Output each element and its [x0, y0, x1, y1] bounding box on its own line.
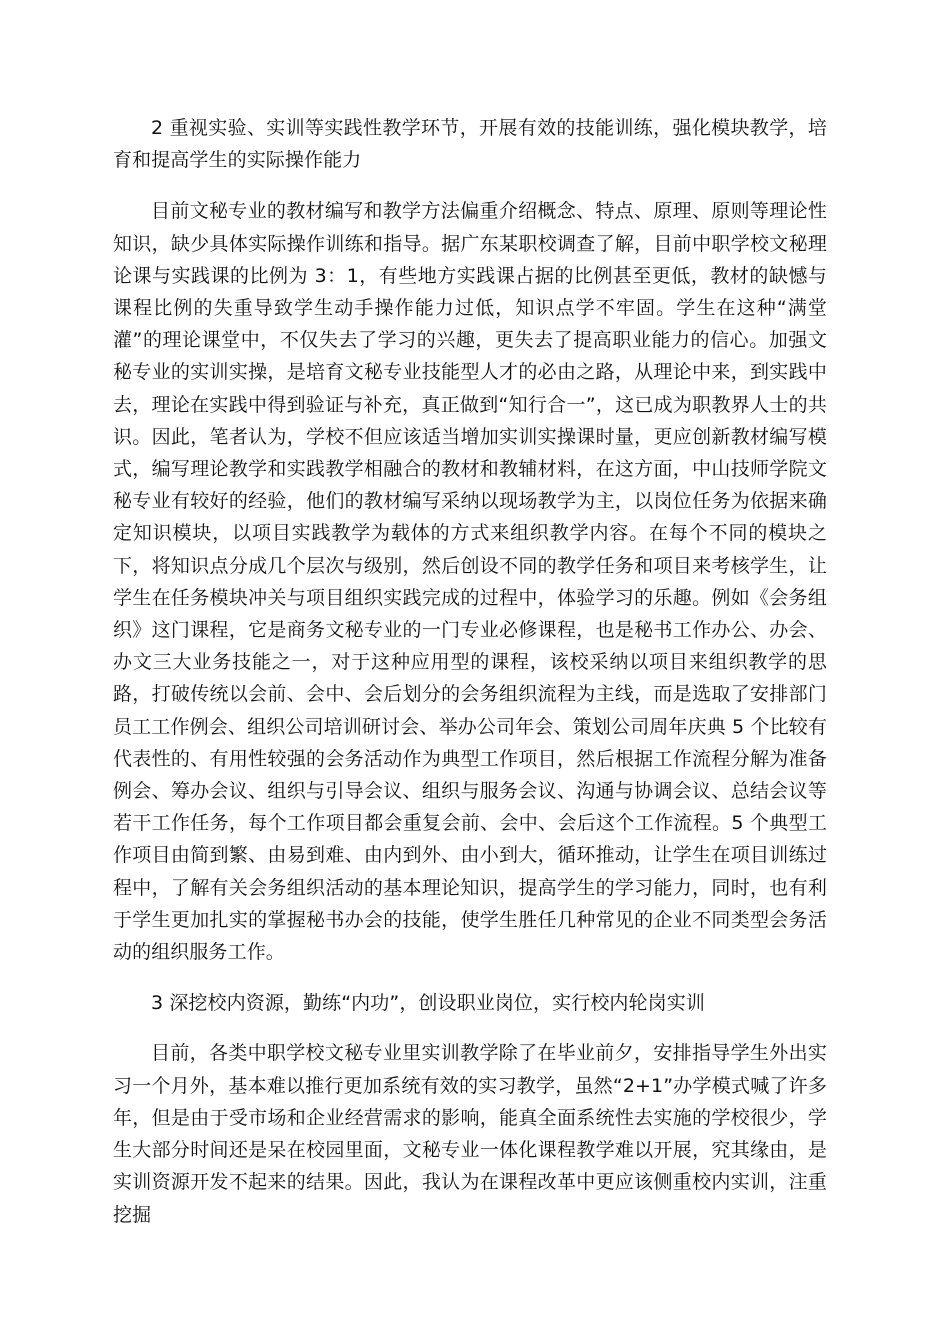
section-3-body: 目前，各类中职学校文秘专业里实训教学除了在毕业前夕，安排指导学生外出实习一个月外，基本难以推行更加系统有效的实习教学，虽然“2+1”办学模式喊了许多年，但是由于受市场和企业经营需求的影响，能真全面系统性去实施的学校很少，学生大部分时间还是呆在校园里面，文秘专业一体化课程教学难以开展，究其缘由，是实训资源开发不起来的结果。因此，我认为在课程改革中更应该侧重校内实训，注重挖掘	[113, 1042, 827, 1226]
section-3-heading: 3 深挖校内资源，勤练“内功”，创设职业岗位，实行校内轮岗实训	[151, 992, 705, 1015]
section-2-heading: 2 重视实验、实训等实践性教学环节，开展有效的技能训练，强化模块教学，培育和提高学生的实际操作能力	[113, 117, 827, 172]
section-2-body: 目前文秘专业的教材编写和教学方法偏重介绍概念、特点、原理、原则等理论性知识，缺少具体实际操作训练和指导。据广东某职校调查了解，目前中职学校文秘理论课与实践课的比例为 3：1，有些地方实践课占据的比例甚至更低，教材的缺憾与课程比例的失重导致学生动手操作能力过低，知识点学不牢固。学生在这种“满堂灌”的理论课堂中，不仅失去了学习的兴趣，更失去了提高职业能力的信心。加强文秘专业的实训实操，是培育文秘专业技能型人才的必由之路，从理论中来，到实践中去，理论在实践中得到验证与补充，真正做到“知行合一”，这已成为职教界人士的共识。因此，笔者认为，学校不但应该适当增加实训实操课时量，更应创新教材编写模式，编写理论教学和实践教学相融合的教材和教辅材料，在这方面，中山技师学院文秘专业有较好的经验，他们的教材编写采纳以现场教学为主，以岗位任务为依据来确定知识模块，以项目实践教学为载体的方式来组织教学内容。在每个不同的模块之下，将知识点分成几个层次与级别，然后创设不同的教学任务和项目来考核学生，让学生在任务模块冲关与项目组织实践完成的过程中，体验学习的乐趣。例如《会务组织》这门课程，它是商务文秘专业的一门专业必修课程，也是秘书工作办公、办会、办文三大业务技能之一，对于这种应用型的课程，该校采纳以项目来组织教学的思路，打破传统以会前、会中、会后划分的会务组织流程为主线，而是选取了安排部门员工工作例会、组织公司培训研讨会、举办公司年会、策划公司周年庆典 5 个比较有代表性的、有用性较强的会务活动作为典型工作项目，然后根据工作流程分解为准备例会、筹办会议、组织与引导会议、组织与服务会议、沟通与协调会议、总结会议等若干工作任务，每个工作项目都会重复会前、会中、会后这个工作流程。5 个典型工作项目由简到繁、由易到难、由内到外、由小到大，循环推动，让学生在项目训练过程中，了解有关会务组织活动的基本理论知识，提高学生的学习能力，同时，也有利于学生更加扎实的掌握秘书办会的技能，使学生胜任几种常见的企业不同类型会务活动的组织服务工作。	[113, 200, 827, 964]
document-content	[113, 112, 827, 1231]
